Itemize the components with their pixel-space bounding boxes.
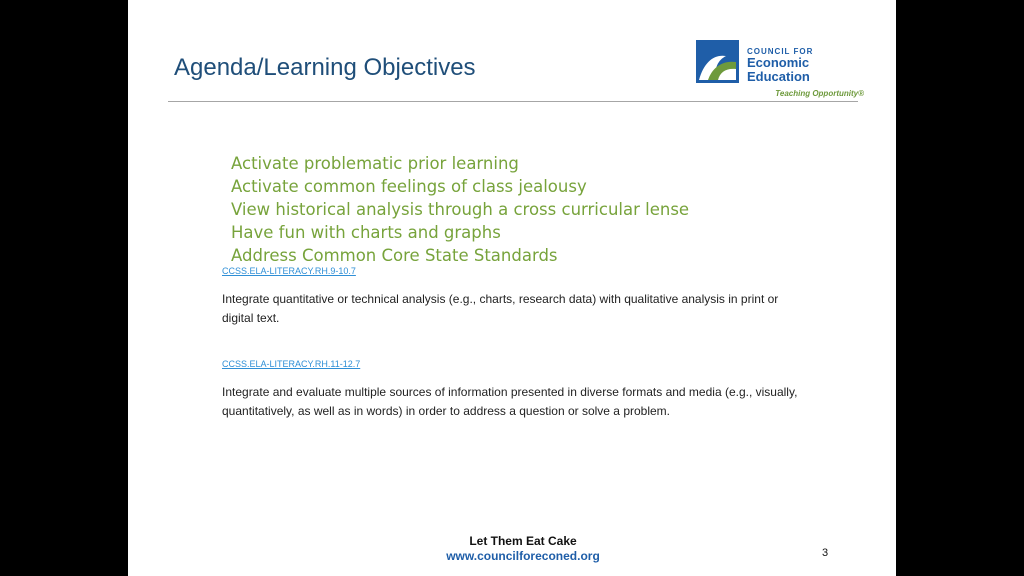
slide-footer — [418, 534, 628, 564]
logo-text-economic: Economic — [747, 55, 810, 70]
standard-link-rh-9-10-7[interactable]: CCSS.ELA-LITERACY.RH.9-10.7 — [222, 266, 356, 276]
slide-title: Agenda/Learning Objectives — [174, 54, 476, 81]
standard-description: Integrate and evaluate multiple sources of information presented in diverse formats and media (e.g., visually, quantitatively, as well as in words) in order to address a question or solve a problem. — [222, 385, 798, 418]
objectives-list — [231, 152, 689, 267]
slide — [128, 0, 896, 576]
objective-item: Activate common feelings of class jealousy — [231, 177, 587, 196]
footer-url: www.councilforeconed.org — [446, 549, 600, 563]
council-logo-icon — [696, 40, 739, 83]
title-divider — [168, 101, 858, 102]
objective-item: Address Common Core State Standards — [231, 246, 558, 265]
footer-title: Let Them Eat Cake — [469, 534, 577, 548]
standard-description: Integrate quantitative or technical analysis (e.g., charts, research data) with qualitative analysis in print or digital text. — [222, 292, 779, 325]
objective-item: Activate problematic prior learning — [231, 154, 519, 173]
objective-item: View historical analysis through a cross curricular lense — [231, 200, 690, 219]
standard-link-rh-11-12-7[interactable]: CCSS.ELA-LITERACY.RH.11-12.7 — [222, 359, 361, 369]
objective-item: Have fun with charts and graphs — [231, 223, 501, 242]
logo-text-council-for: COUNCIL FOR — [747, 47, 814, 56]
logo-tagline: Teaching Opportunity® — [775, 89, 864, 98]
logo-text-education: Education — [747, 69, 810, 84]
page-number: 3 — [822, 547, 829, 559]
council-logo — [696, 40, 864, 102]
